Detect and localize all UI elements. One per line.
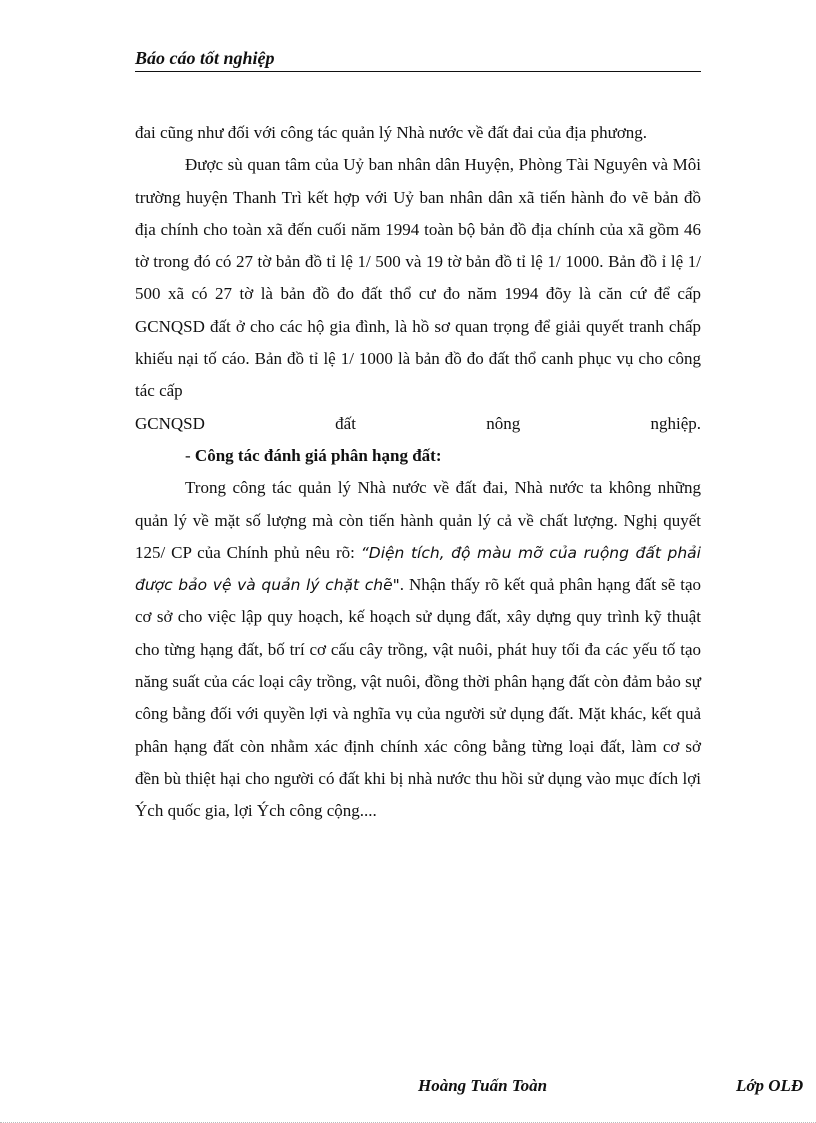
heading-text: Công tác đánh giá phân hạng đất: <box>194 445 442 465</box>
header-divider <box>135 71 701 72</box>
paragraph-land-classification <box>135 472 701 827</box>
footer-author: Hoàng Tuấn Toàn <box>418 1076 548 1095</box>
paragraph-text-after-quote: . Nhận thấy rõ kết quả phân hạng đất sẽ tạo cơ sở cho việc lập quy hoạch, kế hoạch sử dụng đất, xây dựng quy trình kỹ thuật cho từng hạng đất, bố trí cơ cấu cây trồng, vật nuôi, phát huy tối đa các yếu tố tạo năng suất của các loại cây trồng, vật nuôi, đồng thời phân hạng đất còn đảm bảo sự công bằng đối với quyền lợi và nghĩa vụ của người sử dụng đất. Mặt khác, kết quả phân hạng đất còn nhằm xác định chính xác công bằng từng loại đất, làm cơ sở đền bù thiệt hại cho người có đất khi bị nhà nước thu hồi sử dụng vào mục đích lợi Ých quốc gia, lợi Ých công cộng.... <box>135 575 701 821</box>
footer-class: Lớp OLĐ <box>736 1076 804 1095</box>
header-title: Báo cáo tốt nghiệp <box>135 48 275 68</box>
paragraph-text-before-quote: Trong công tác quản lý Nhà nước về đất đai, Nhà nước ta không những quản lý về mặt số lượng mà còn tiến hành quản lý cả về chất lượng. Nghị quyết 125/ CP của Chính phủ nêu rõ: <box>135 478 701 562</box>
paragraph-continuation: đai cũng như đối với công tác quản lý Nhà nước về đất đai của địa phương. <box>135 123 648 142</box>
document-body <box>135 117 701 828</box>
heading-dash: - <box>185 445 195 465</box>
resolution-quote: “Diện tích, độ màu mỡ của ruộng đất phải được bảo vệ và quản lý chặt chẽ" <box>135 543 701 595</box>
section-heading-land-classification <box>135 440 701 472</box>
paragraph-cadastral-mapping-end: GCNQSD đất nông nghiệp. <box>135 413 701 433</box>
paragraph-cadastral-mapping: Được sù quan tâm của Uỷ ban nhân dân Huyện, Phòng Tài Nguyên và Môi trường huyện Thanh Trì kết hợp với Uỷ ban nhân dân xã tiến hành đo vẽ bản đồ địa chính cho toàn xã đến cuối năm 1994 toàn bộ bản đồ địa chính của xã gồm 46 tờ trong đó có 27 tờ bản đồ tỉ lệ 1/ 500 và 19 tờ bản đồ tỉ lệ 1/ 1000. Bản đồ ỉ lệ 1/ 500 xã có 27 tờ là bản đồ đo đất thổ cư đo năm 1994 đõy là căn cứ để cấp GCNQSD đất ở cho các hộ gia đình, là hồ sơ quan trọng để giải quyết tranh chấp khiếu nại tố cáo. Bản đồ tỉ lệ 1/ 1000 là bản đồ đo đất thổ canh phục vụ cho công tác cấp <box>135 155 701 401</box>
